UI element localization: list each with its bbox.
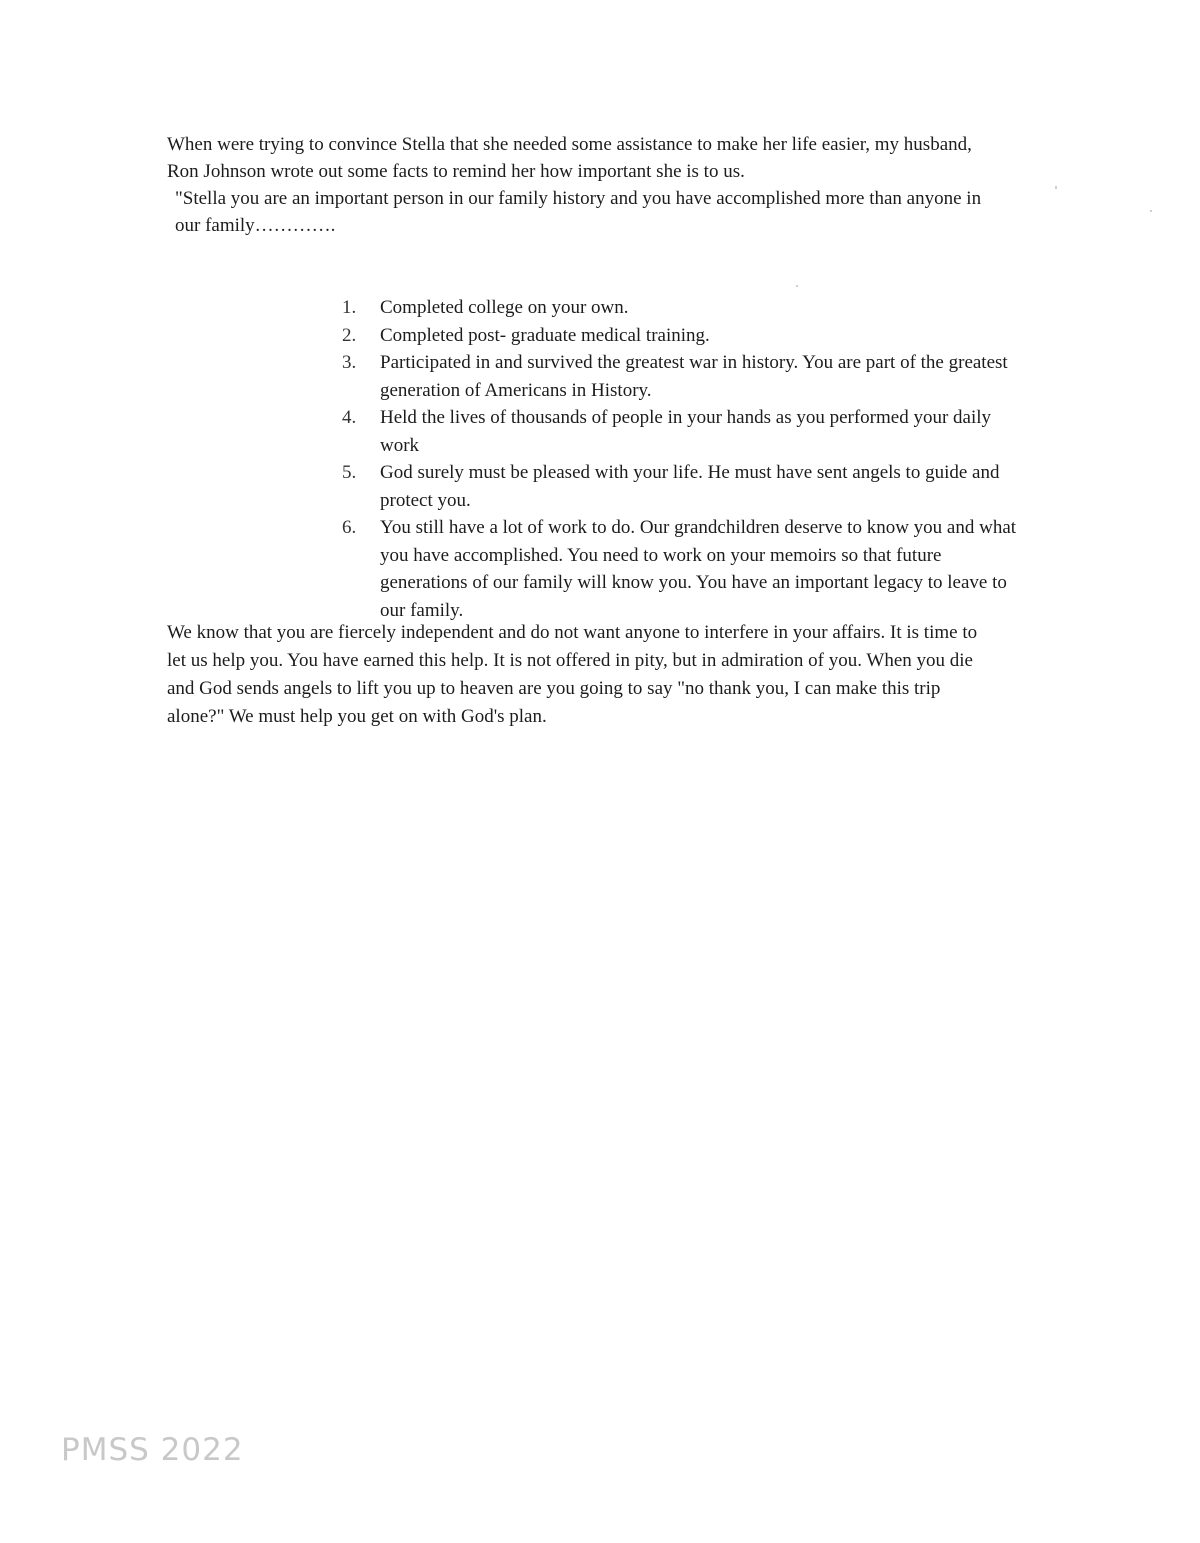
list-item-number: 6.: [342, 517, 357, 538]
intro-paragraph: When were trying to convince Stella that she needed some assistance to make her life easier, my husband, Ron Johnson wrote out some facts to remind her how important she is to us.: [167, 134, 972, 182]
list-item-number: 3.: [342, 352, 357, 373]
list-item: [340, 514, 1020, 624]
list-item: [340, 404, 1020, 459]
accomplishments-list: [340, 294, 1020, 624]
list-item-text: God surely must be pleased with your life. He must have sent angels to guide and protect you.: [380, 462, 1000, 511]
scan-speck: [1150, 210, 1152, 212]
list-item-number: 1.: [342, 297, 357, 318]
intro-section: [167, 131, 1007, 239]
list-item-number: 5.: [342, 462, 357, 483]
list-item: [340, 349, 1020, 404]
list-item: [340, 294, 1020, 322]
list-item-text: You still have a lot of work to do. Our grandchildren deserve to know you and what you have accomplished. You need to work on your memoirs so that future generations of our family will know you. You have an important legacy to leave to our family.: [380, 517, 1017, 621]
scan-speck: [796, 285, 798, 287]
list-item-text: Held the lives of thousands of people in your hands as you performed your daily work: [380, 407, 992, 456]
scan-speck: [1055, 186, 1057, 189]
list-item-text: Participated in and survived the greatest war in history. You are part of the greatest generation of Americans in History.: [380, 352, 1008, 401]
list-item-number: 2.: [342, 324, 357, 346]
list-item: [340, 459, 1020, 514]
list-item-text: Completed post- graduate medical training.: [380, 324, 710, 346]
intro-quote: "Stella you are an important person in our family history and you have accomplished more than anyone in our family………….: [175, 188, 982, 236]
watermark: PMSS 2022: [61, 1432, 244, 1468]
list-item-number: 4.: [342, 407, 357, 428]
list-item: [340, 322, 1020, 350]
list-item-text: Completed college on your own.: [380, 297, 629, 318]
closing-paragraph: We know that you are fiercely independent and do not want anyone to interfere in your affairs. It is time to let us help you. You have earned this help. It is not offered in pity, but in admiration of you. When you die and God sends angels to lift you up to heaven are you going to say "no thank you, I can make this trip alone?" We must help you get on with God's plan.: [167, 622, 978, 727]
